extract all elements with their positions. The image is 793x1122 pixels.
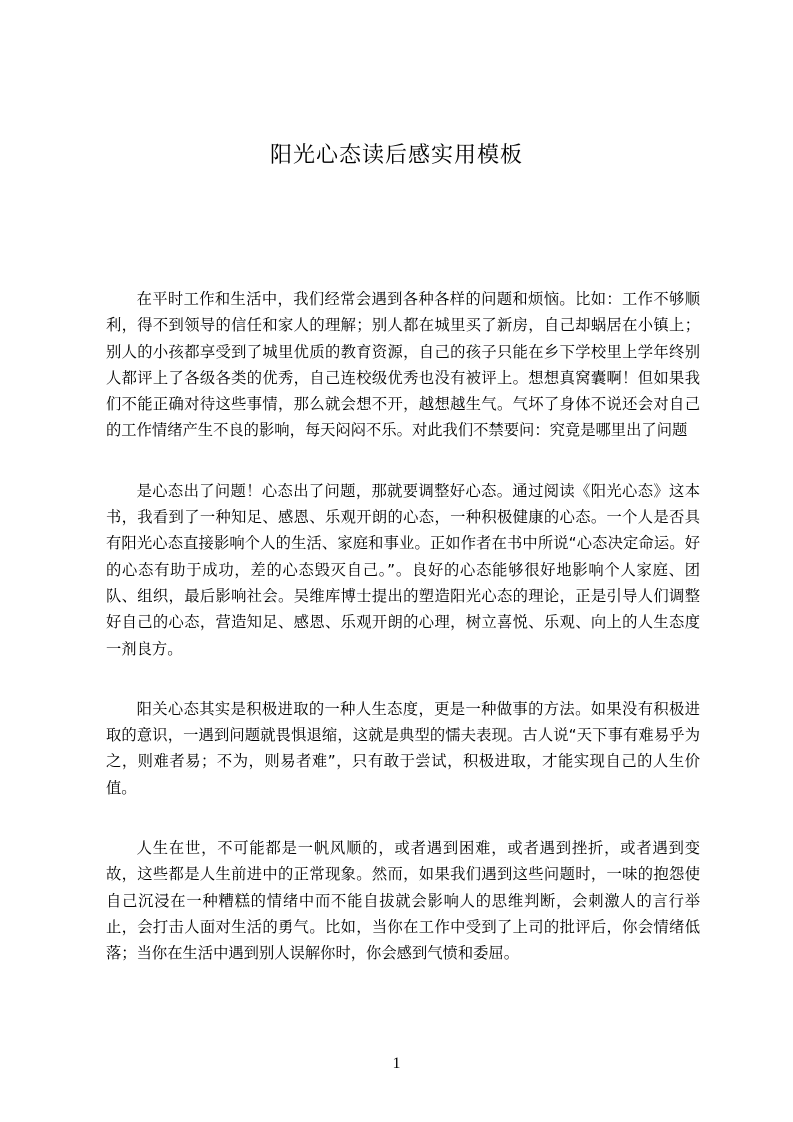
- paragraph-4: 人生在世，不可能都是一帆风顺的，或者遇到困难，或者遇到挫折，或者遇到变故，这些都是人生前进中的正常现象。然而，如果我们遇到这些问题时，一味的抱怨使自己沉浸在一种糟糕的情绪中而不能自拔就会影响人的思维判断，会刺激人的言行举止，会打击人面对生活的勇气。比如，当你在工作中受到了上司的批评后，你会情绪低落；当你在生活中遇到别人误解你时，你会感到气愤和委屈。: [106, 839, 700, 963]
- paragraph-3: 阳关心态其实是积极进取的一种人生态度，更是一种做事的方法。如果没有积极进取的意识，一遇到问题就畏惧退缩，这就是典型的懦夫表现。古人说“天下事有难易乎为之，则难者易；不为，则易者难”，只有敢于尝试，积极进取，才能实现自己的人生价值。: [106, 699, 700, 797]
- paragraph-2: 是心态出了问题！心态出了问题，那就要调整好心态。通过阅读《阳光心态》这本书，我看到了一种知足、感恩、乐观开朗的心态，一种积极健康的心态。一个人是否具有阳光心态直接影响个人的生活、家庭和事业。正如作者在书中所说“心态决定命运。好的心态有助于成功，差的心态毁灭自己。”。良好的心态能够很好地影响个人家庭、团队、组织，最后影响社会。吴维库博士提出的塑造阳光心态的理论，正是引导人们调整好自己的心态，营造知足、感恩、乐观开朗的心理，树立喜悦、乐观、向上的人生态度一剂良方。: [106, 481, 700, 658]
- document-title: 阳光心态读后感实用模板: [269, 143, 523, 168]
- page-number: 1: [392, 1055, 401, 1072]
- document-body: [106, 286, 700, 1001]
- paragraph-1: 在平时工作和生活中，我们经常会遇到各种各样的问题和烦恼。比如：工作不够顺利，得不到领导的信任和家人的理解；别人都在城里买了新房，自己却蜗居在小镇上；别人的小孩都享受到了城里优质的教育资源，自己的孩子只能在乡下学校里上学年终别人都评上了各级各类的优秀，自己连校级优秀也没有被评上。想想真窝囊啊！但如果我们不能正确对待这些事情，那么就会想不开，越想越生气。气坏了身体不说还会对自己的工作情绪产生不良的影响，每天闷闷不乐。对此我们不禁要问：究竟是哪里出了问题: [106, 290, 700, 440]
